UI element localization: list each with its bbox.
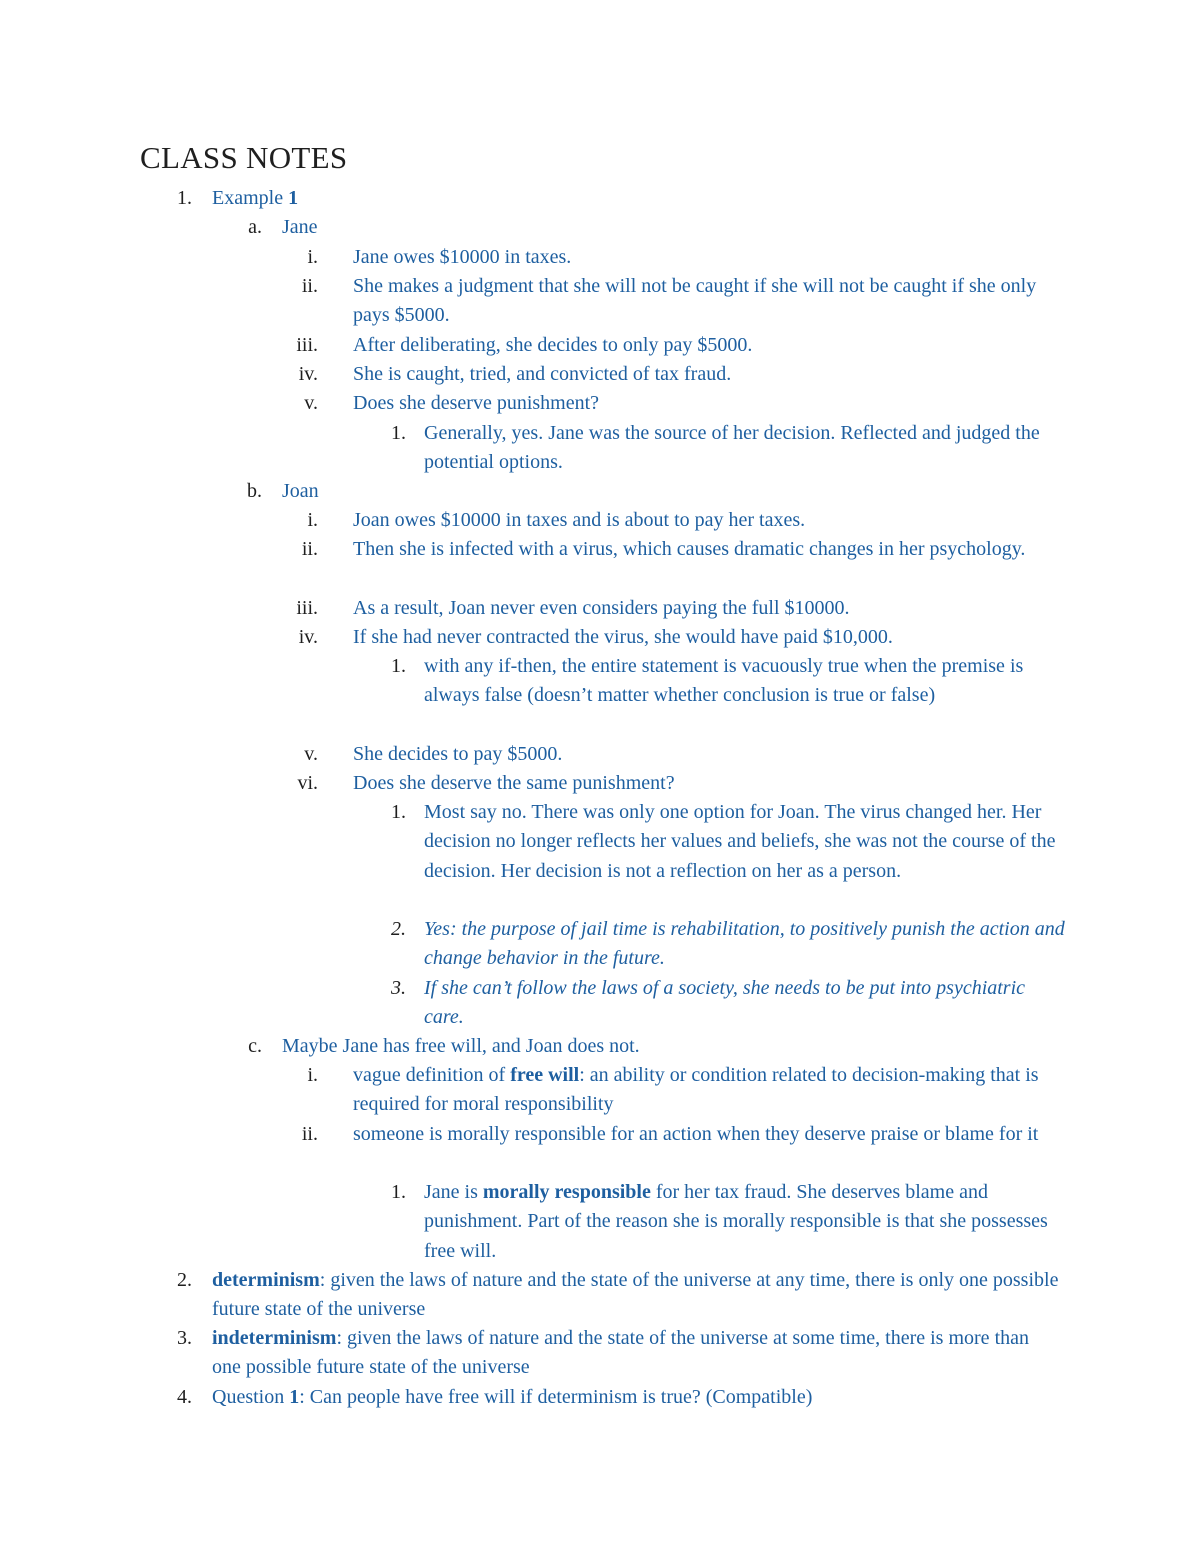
- list-item-text: Then she is infected with a virus, which causes dramatic changes in her psychology.: [353, 538, 1026, 560]
- list-item-text: Jane: [282, 216, 318, 238]
- list-item-text: Jane is morally responsible for her tax fraud. She deserves blame and punishment. Part of the reason she is morally responsible is that she possesses free will.: [424, 1181, 1048, 1262]
- list-marker: 4.: [177, 1386, 192, 1408]
- list-item-text: Does she deserve the same punishment?: [353, 772, 675, 794]
- list-marker: b.: [247, 480, 262, 502]
- list-marker: vi.: [297, 772, 318, 794]
- list-marker: 2.: [177, 1269, 192, 1291]
- list-item-text: someone is morally responsible for an action when they deserve praise or blame for it: [353, 1123, 1039, 1145]
- list-item-text: vague definition of free will: an ability or condition related to decision-making that is required for moral responsibility: [353, 1064, 1039, 1116]
- list-marker: 1.: [391, 801, 406, 823]
- list-item-text: She is caught, tried, and convicted of tax fraud.: [353, 363, 732, 385]
- list-item-text: Joan: [282, 480, 319, 502]
- bold-term: free will: [510, 1064, 580, 1086]
- list-item-text: If she can’t follow the laws of a society, she needs to be put into psychiatric care.: [424, 977, 1026, 1029]
- list-item-text: As a result, Joan never even considers paying the full $10000.: [353, 597, 850, 619]
- list-item-text: Jane owes $10000 in taxes.: [353, 246, 572, 268]
- list-marker: 3.: [391, 977, 406, 999]
- list-item-text: After deliberating, she decides to only pay $5000.: [353, 334, 753, 356]
- page-title: CLASS NOTES: [140, 140, 348, 175]
- list-marker: 2.: [391, 918, 406, 940]
- bold-term: determinism: [212, 1269, 320, 1291]
- list-marker: 1.: [391, 655, 406, 677]
- list-item-text: Does she deserve punishment?: [353, 392, 600, 414]
- list-item-text: Most say no. There was only one option for Joan. The virus changed her. Her decision no longer reflects her values and beliefs, she was not the course of the decision. Her decision is not a reflection on her as a person.: [424, 801, 1056, 882]
- list-marker: 1.: [391, 1181, 406, 1203]
- list-marker: ii.: [301, 275, 318, 297]
- list-item-text: indeterminism: given the laws of nature and the state of the universe at some time, there is more than one possible future state of the universe: [212, 1327, 1029, 1379]
- list-marker: iii.: [296, 334, 318, 356]
- list-item-text: determinism: given the laws of nature and the state of the universe at any time, there is only one possible future state of the universe: [212, 1269, 1059, 1321]
- list-item-text: Question 1: Can people have free will if determinism is true? (Compatible): [212, 1386, 813, 1408]
- list-item-text: Maybe Jane has free will, and Joan does not.: [282, 1035, 640, 1057]
- list-marker: 1.: [391, 422, 406, 444]
- list-item-text: She decides to pay $5000.: [353, 743, 563, 765]
- list-marker: v.: [304, 743, 318, 765]
- bold-term: 1: [288, 187, 299, 209]
- list-marker: iv.: [298, 363, 318, 385]
- list-marker: 1.: [177, 187, 192, 209]
- list-item-text: She makes a judgment that she will not be caught if she will not be caught if she only pays $5000.: [353, 275, 1037, 327]
- list-marker: ii.: [301, 538, 318, 560]
- list-marker: iii.: [296, 597, 318, 619]
- list-marker: i.: [307, 509, 318, 531]
- bold-term: indeterminism: [212, 1327, 337, 1349]
- list-item-text: Yes: the purpose of jail time is rehabilitation, to positively punish the action and change behavior in the future.: [424, 918, 1065, 970]
- list-marker: i.: [307, 246, 318, 268]
- list-item-text: If she had never contracted the virus, she would have paid $10,000.: [353, 626, 893, 648]
- list-marker: iv.: [298, 626, 318, 648]
- list-marker: v.: [304, 392, 318, 414]
- list-marker: a.: [248, 216, 262, 238]
- list-marker: c.: [248, 1035, 262, 1057]
- list-item-text: Joan owes $10000 in taxes and is about to pay her taxes.: [353, 509, 806, 531]
- list-item-text: Generally, yes. Jane was the source of her decision. Reflected and judged the potential options.: [424, 422, 1040, 474]
- list-marker: i.: [307, 1064, 318, 1086]
- bold-term: 1: [289, 1386, 300, 1408]
- list-marker: ii.: [301, 1123, 318, 1145]
- list-item-text: with any if-then, the entire statement is vacuously true when the premise is always false (doesn’t matter whether conclusion is true or false): [424, 655, 1024, 707]
- list-item-text: Example 1: [212, 187, 299, 209]
- list-marker: 3.: [177, 1327, 192, 1349]
- bold-term: morally responsible: [482, 1181, 651, 1203]
